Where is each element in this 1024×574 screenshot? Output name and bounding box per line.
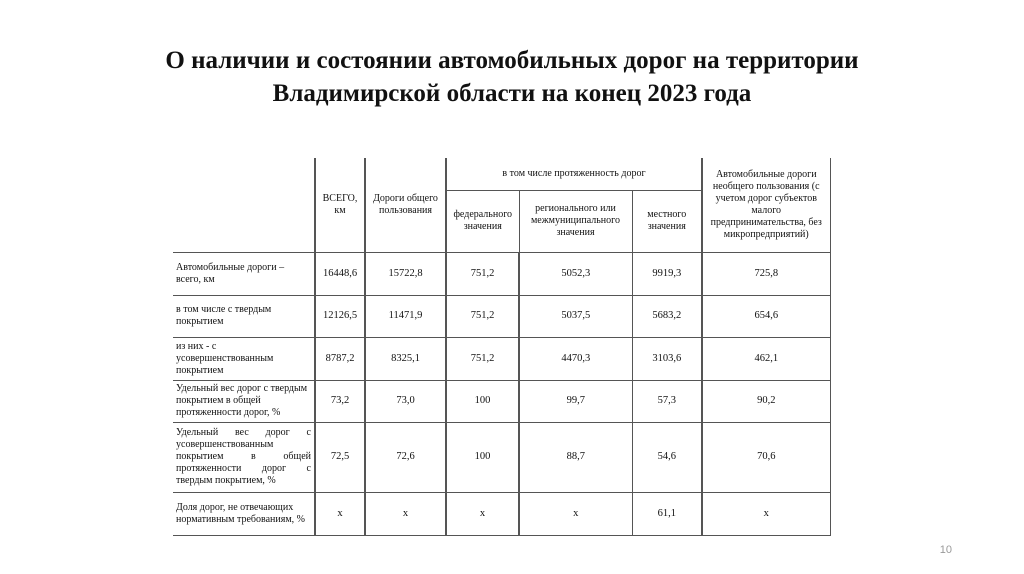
row-value: 73,0 <box>365 380 446 422</box>
row-value: 654,6 <box>702 295 830 337</box>
row-value: 61,1 <box>632 492 702 535</box>
row-value: 73,2 <box>315 380 365 422</box>
table-row <box>173 380 830 422</box>
table-row <box>173 295 830 337</box>
corner-cell <box>173 158 315 252</box>
header-regional: регионального или межмуниципального значения <box>519 190 632 252</box>
row-value: 8787,2 <box>315 337 365 380</box>
header-nonpublic: Автомобильные дороги необщего пользования (с учетом дорог субъектов малого предпринимательства, без микропредприятий) <box>702 158 830 252</box>
row-value: 100 <box>446 380 519 422</box>
row-value: 16448,6 <box>315 252 365 295</box>
row-label: Доля дорог, не отвечающих нормативным требованиям, % <box>173 492 315 535</box>
row-value: 751,2 <box>446 252 519 295</box>
table-row <box>173 337 830 380</box>
row-value: x <box>315 492 365 535</box>
row-value: 4470,3 <box>519 337 632 380</box>
row-value: 72,6 <box>365 422 446 492</box>
row-value: 11471,9 <box>365 295 446 337</box>
table-row <box>173 422 830 492</box>
table-row <box>173 252 830 295</box>
header-total: ВСЕГО, км <box>315 158 365 252</box>
row-value: x <box>446 492 519 535</box>
row-value: 5683,2 <box>632 295 702 337</box>
row-value: x <box>702 492 830 535</box>
roads-table <box>173 158 831 536</box>
row-value: 72,5 <box>315 422 365 492</box>
row-value: 90,2 <box>702 380 830 422</box>
row-value: 99,7 <box>519 380 632 422</box>
row-value: 88,7 <box>519 422 632 492</box>
row-value: 5052,3 <box>519 252 632 295</box>
title-line-2: Владимирской области на конец 2023 года <box>272 80 752 107</box>
row-value: 3103,6 <box>632 337 702 380</box>
row-label: в том числе с твердым покрытием <box>173 295 315 337</box>
row-value: 70,6 <box>702 422 830 492</box>
table-row <box>173 492 830 535</box>
row-value: 15722,8 <box>365 252 446 295</box>
slide-title <box>0 44 1024 110</box>
row-label: из них - с усовершенствованным покрытием <box>173 337 315 380</box>
header-local: местного значения <box>632 190 702 252</box>
row-value: 8325,1 <box>365 337 446 380</box>
header-public: Дороги общего пользования <box>365 158 446 252</box>
row-value: 751,2 <box>446 295 519 337</box>
title-line-1: О наличии и состоянии автомобильных дорог на территории <box>165 47 859 74</box>
page-number: 10 <box>939 544 952 556</box>
row-label: Удельный вес дорог с твердым покрытием в общей протяженности дорог, % <box>173 380 315 422</box>
row-value: 9919,3 <box>632 252 702 295</box>
header-group: в том числе протяженность дорог <box>446 158 702 190</box>
row-value: 12126,5 <box>315 295 365 337</box>
row-label: Удельный вес дорог с усовершенствованным покрытием в общей протяженности дорог с твердым покрытием, % <box>173 422 315 492</box>
row-value: 54,6 <box>632 422 702 492</box>
row-value: 462,1 <box>702 337 830 380</box>
header-federal: федерального значения <box>446 190 519 252</box>
row-label: Автомобильные дороги – всего, км <box>173 252 315 295</box>
row-value: 5037,5 <box>519 295 632 337</box>
row-value: 751,2 <box>446 337 519 380</box>
row-value: x <box>519 492 632 535</box>
row-value: 57,3 <box>632 380 702 422</box>
row-value: 100 <box>446 422 519 492</box>
row-value: x <box>365 492 446 535</box>
row-value: 725,8 <box>702 252 830 295</box>
